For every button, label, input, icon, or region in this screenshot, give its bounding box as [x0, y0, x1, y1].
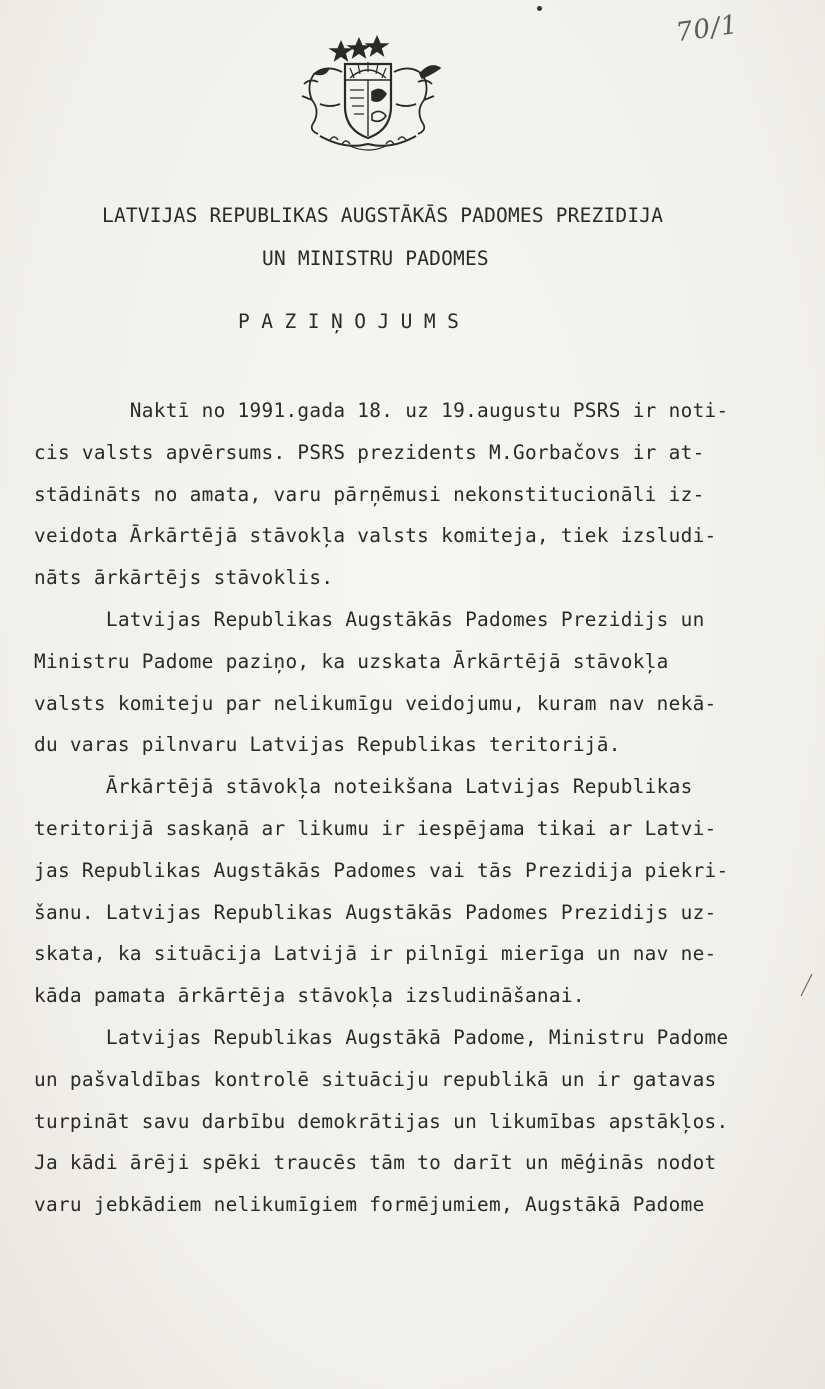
coat-of-arms-icon — [290, 34, 446, 156]
paragraph-1 — [34, 390, 804, 599]
text-line: veidota Ārkārtējā stāvokļa valsts komiteja, tiek izsludi- — [34, 524, 717, 548]
text-line: Ministru Padome paziņo, ka uzskata Ārkārtējā stāvokļa — [34, 649, 669, 673]
text-line: skata, ka situācija Latvijā ir pilnīgi mierīga un nav ne- — [34, 942, 717, 966]
text-line: Latvijas Republikas Augstākās Padomes Prezidijs un — [34, 607, 705, 631]
paragraph-3 — [34, 766, 804, 1017]
text-line: Naktī no 1991.gada 18. uz 19.augustu PSRS ir noti- — [34, 399, 729, 422]
text-line: turpināt savu darbību demokrātijas un likumības apstākļos. — [34, 1109, 729, 1133]
text-line: jas Republikas Augstākās Padomes vai tās Prezidija piekri- — [34, 858, 729, 882]
text-line: stādināts no amata, varu pārņēmusi nekonstitucionāli iz- — [34, 482, 705, 506]
archive-number: 70/1 — [674, 9, 741, 49]
text-line: Ja kādi ārēji spēki traucēs tām to darīt un mēģinās nodot — [34, 1151, 717, 1175]
text-line: un pašvaldības kontrolē situāciju republikā un ir gatavas — [34, 1067, 717, 1091]
text-line: šanu. Latvijas Republikas Augstākās Padomes Prezidijs uz- — [34, 900, 717, 924]
text-line: teritorijā saskaņā ar likumu ir iespējama tikai ar Latvi- — [34, 816, 717, 840]
text-line: kāda pamata ārkārtēja stāvokļa izsludināšanai. — [34, 984, 585, 1008]
text-line: cis valsts apvērsums. PSRS prezidents M.Gorbačovs ir at- — [34, 440, 705, 464]
heading-line-1: LATVIJAS REPUBLIKAS AUGSTĀKĀS PADOMES PREZIDIJA — [102, 204, 664, 227]
pencil-mark-icon — [798, 972, 814, 998]
document-body — [34, 390, 804, 1226]
paragraph-4 — [34, 1017, 804, 1226]
text-line: valsts komiteju par nelikumīgu veidojumu, kuram nav nekā- — [34, 691, 717, 715]
text-line: varu jebkādiem nelikumīgiem formējumiem, Augstākā Padome — [34, 1193, 705, 1217]
document-title: PAZIŅOJUMS — [238, 310, 471, 333]
heading-line-2: UN MINISTRU PADOMES — [262, 247, 489, 270]
ink-dot — [537, 6, 542, 11]
text-line: nāts ārkārtējs stāvoklis. — [34, 566, 334, 590]
text-line: Ārkārtējā stāvokļa noteikšana Latvijas Republikas — [34, 775, 693, 799]
text-line: Latvijas Republikas Augstākā Padome, Ministru Padome — [34, 1025, 729, 1049]
paragraph-2 — [34, 599, 804, 766]
text-line: du varas pilnvaru Latvijas Republikas teritorijā. — [34, 733, 621, 757]
